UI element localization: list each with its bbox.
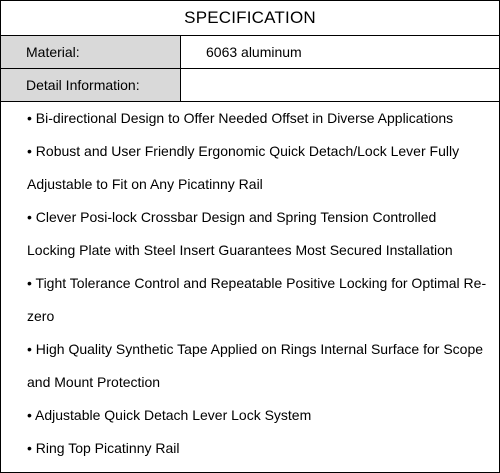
- detail-item: • Ring Top Picatinny Rail: [27, 440, 180, 456]
- detail-item: • High Quality Synthetic Tape Applied on Rings Internal Surface for Scope and Mount Protection: [27, 341, 484, 390]
- detail-information-row: [1, 69, 499, 102]
- detail-information-label: Detail Information:: [1, 69, 181, 101]
- material-row: [1, 36, 499, 69]
- detail-item: • Robust and User Friendly Ergonomic Quick Detach/Lock Lever Fully Adjustable to Fit on Any Picatinny Rail: [27, 143, 460, 192]
- material-label: Material:: [1, 36, 181, 68]
- detail-item: • Clever Posi-lock Crossbar Design and Spring Tension Controlled Locking Plate with Steel Insert Guarantees Most Secured Installation: [27, 209, 453, 258]
- specification-title: SPECIFICATION: [1, 1, 499, 36]
- detail-list-cell: [1, 102, 499, 472]
- material-value: 6063 aluminum: [206, 44, 302, 60]
- detail-item: • Adjustable Quick Detach Lever Lock System: [27, 407, 312, 423]
- detail-information-value: [182, 69, 499, 101]
- detail-list: [1, 102, 499, 465]
- detail-item: • Bi-directional Design to Offer Needed Offset in Diverse Applications: [27, 110, 454, 126]
- detail-item: • Tight Tolerance Control and Repeatable Positive Locking for Optimal Re-zero: [27, 275, 487, 324]
